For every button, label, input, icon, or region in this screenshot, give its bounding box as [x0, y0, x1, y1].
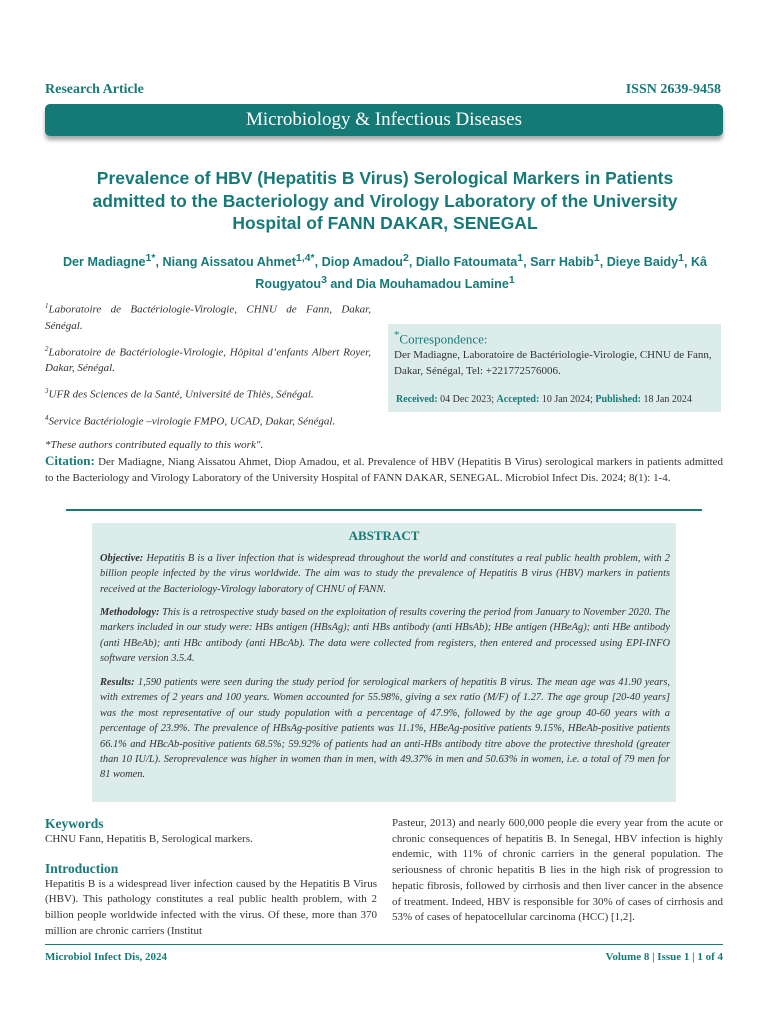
author-affil: 1 — [593, 252, 600, 264]
author-name: Sarr Habib — [530, 255, 594, 270]
right-column — [392, 816, 723, 926]
equal-contribution-note: *These authors contributed equally to this work". — [45, 438, 264, 451]
objective-text: Hepatitis B is a liver infection that is widespread throughout the world and constitutes a real public health problem, with 2 billion people infected by the virus worldwide. The aim was to study the prevalence of Hepatitis B virus (HBV) markers in patients received at the Bacteriology-Virology laboratory of CHNU of FANN. — [100, 553, 670, 595]
methodology-label: Methodology: — [100, 607, 160, 618]
citation-label: Citation: — [45, 453, 95, 468]
author-name: Diallo Fatoumata — [415, 255, 518, 270]
abstract-objective — [100, 551, 670, 597]
correspondence-mark: * — [394, 329, 400, 341]
affiliation — [45, 298, 371, 334]
footer-page-info: Volume 8 | Issue 1 | 1 of 4 — [605, 951, 723, 963]
author-affil: 1* — [145, 252, 156, 264]
correspondence-heading-text: Correspondence: — [399, 331, 488, 347]
divider — [66, 509, 702, 511]
affiliation — [45, 341, 371, 377]
objective-label: Objective: — [100, 553, 144, 564]
title-line: Prevalence of HBV (Hepatitis B Virus) Serological Markers in Patients — [96, 168, 674, 188]
article-title — [55, 167, 715, 235]
author-name: Niang Aissatou Ahmet — [162, 255, 296, 270]
article-type: Research Article — [45, 82, 144, 97]
received-date: 04 Dec 2023; — [440, 394, 495, 405]
author-affil: 1 — [678, 252, 684, 264]
affiliations — [45, 298, 371, 460]
introduction-text-left: Hepatitis B is a widespread liver infection caused by the Hepatitis B Virus (HBV). This pathology constitutes a real public health problem, with 2 billion people worldwide infected with the virus. Of these, more than 370 million are chronic carriers (Institut — [45, 877, 377, 937]
affiliation-text: Laboratoire de Bactériologie-Virologie, Hôpital d’enfants Albert Royer, Dakar, Sénégal. — [45, 346, 371, 375]
author-name: Kâ Rougyatou — [255, 255, 708, 292]
abstract-methodology — [100, 605, 670, 667]
correspondence-heading — [394, 329, 488, 347]
abstract-heading: ABSTRACT — [348, 528, 420, 543]
results-label: Results: — [100, 677, 135, 688]
journal-banner — [45, 104, 723, 136]
keywords-heading: Keywords — [45, 816, 104, 831]
correspondence-box — [388, 324, 721, 412]
results-text: 1,590 patients were seen during the study period for serological markers of hepatitis B virus. The mean age was 41.90 years, with extremes of 2 years and 100 years. Women accounted for 55.98%, giving a sex ratio (M/F) of 1.27. The age group [20-40 years] was the most representative of our study population with a percentage of 47.9%, followed by the age group 40-60 years with a percentage of 23.9%. The prevalence of HBsAg-positive patients was 11.1%, HBeAg-positive patients 9.15%, HBeAb-positive patients 66.1% and HBcAb-positive patients 68.5%; 59.92% of patients had an anti-HBs antibody titre above the protective threshold (greater than 10 IU/L). Seroprevalence was higher in women than in men, with 49.37% in men and 50.63% in women, i.e. a total of 79 men for 81 women. — [100, 677, 670, 781]
keywords-text: CHNU Fann, Hepatitis B, Serological markers. — [45, 833, 253, 845]
published-label: Published: — [595, 394, 641, 405]
issn: ISSN 2639-9458 — [625, 82, 721, 97]
abstract-results — [100, 675, 670, 783]
affiliation — [45, 383, 371, 403]
received-label: Received: — [396, 394, 438, 405]
correspondence-text: Der Madiagne, Laboratoire de Bactériologie-Virologie, CHNU de Fann, Dakar, Sénégal, Tel: +221772576006. — [394, 349, 712, 377]
footer-divider — [45, 944, 723, 945]
author-affil: 2 — [402, 252, 409, 264]
title-line: admitted to the Bacteriology and Virology Laboratory of the University — [92, 190, 678, 211]
journal-name: Microbiology & Infectious Diseases — [246, 109, 522, 130]
affiliation-number: 4 — [45, 413, 49, 422]
author-name: Der Madiagne — [62, 255, 146, 270]
affiliation-number: 1 — [45, 302, 49, 310]
accepted-date: 10 Jan 2024; — [541, 394, 593, 405]
author-affil: 1 — [517, 252, 524, 264]
author-affil: 1,4* — [295, 252, 315, 264]
affiliation — [45, 410, 371, 430]
author-list — [55, 249, 715, 293]
abstract-box — [92, 523, 676, 802]
author-name: Dia Mouhamadou Lamine — [356, 277, 509, 292]
author-line: Der Madiagne$^{1*}$, Niang Aissatou Ahmet$^{1,4*}$, Diop Amadou$^2$, Diallo Fatoumata$^1$, Sarr Habib$^1$, Dieye Baidy$^1$, Kâ Rougyatou$^3$ and Dia Mouhamadou Lamine$^1$ — [62, 252, 708, 292]
title-line: Hospital of FANN DAKAR, SENEGAL — [232, 213, 538, 233]
affiliation-text: Service Bactériologie –virologie FMPO, UCAD, Dakar, Sénégal. — [48, 415, 336, 428]
citation-text: Der Madiagne, Niang Aissatou Ahmet, Diop Amadou, et al. Prevalence of HBV (Hepatitis B Virus) serological markers in patients admitted to the Bacteriology and Virology Laboratory of the University Hospital of FANN DAKAR, SENEGAL. Microbiol Infect Dis. 2024; 8(1): 1-4. — [45, 456, 724, 484]
author-name: Diop Amadou — [321, 255, 403, 270]
citation — [45, 453, 723, 486]
page-header — [45, 82, 721, 102]
introduction-text-right: Pasteur, 2013) and nearly 600,000 people die every year from the acute or chronic consequences of hepatitis B. In Senegal, HBV infection is highly endemic, with 11% of chronic carriers in the general population. The seriousness of chronic hepatitis B lies in the high risk of progression to hepatic fibrosis, followed by cirrhosis and then liver cancer in the absence of treatment. Indeed, HBV is responsible for 30% of cases of cirrhosis and 53% of cases of hepatocellular carcinoma (HCC) [1,2]. — [392, 817, 723, 924]
introduction-heading: Introduction — [45, 860, 119, 876]
methodology-text: This is a retrospective study based on the exploitation of results covering the period from January to November 2020. The markers included in our study were: HBs antigen (HBsAg); anti HBs antibody (anti HBsAb); HBe antigen (HBeAg); anti HBe antibody (anti HBeAb); anti HBc antibody (anti HBcAb). The data were collected from registers, then entered and processed using EPI-INFO software version 3.5.4. — [100, 607, 670, 665]
affiliation-number: 2 — [45, 344, 49, 353]
published-date: 18 Jan 2024 — [643, 394, 692, 405]
footer-journal: Microbiol Infect Dis, 2024 — [45, 951, 168, 963]
accepted-label: Accepted: — [496, 394, 540, 405]
author-affil: 3 — [321, 274, 327, 287]
affiliation-number: 3 — [45, 387, 49, 396]
author-affil: 1 — [508, 274, 515, 287]
left-column — [45, 816, 377, 940]
affiliation-text: UFR des Sciences de la Santé, Université de Thiès, Sénégal. — [48, 388, 314, 401]
author-name: Dieye Baidy — [606, 255, 679, 270]
article-dates — [396, 394, 692, 405]
affiliation-text: Laboratoire de Bactériologie-Virologie, CHNU de Fann, Dakar, Sénégal. — [45, 303, 371, 332]
author-and: and — [330, 277, 353, 292]
